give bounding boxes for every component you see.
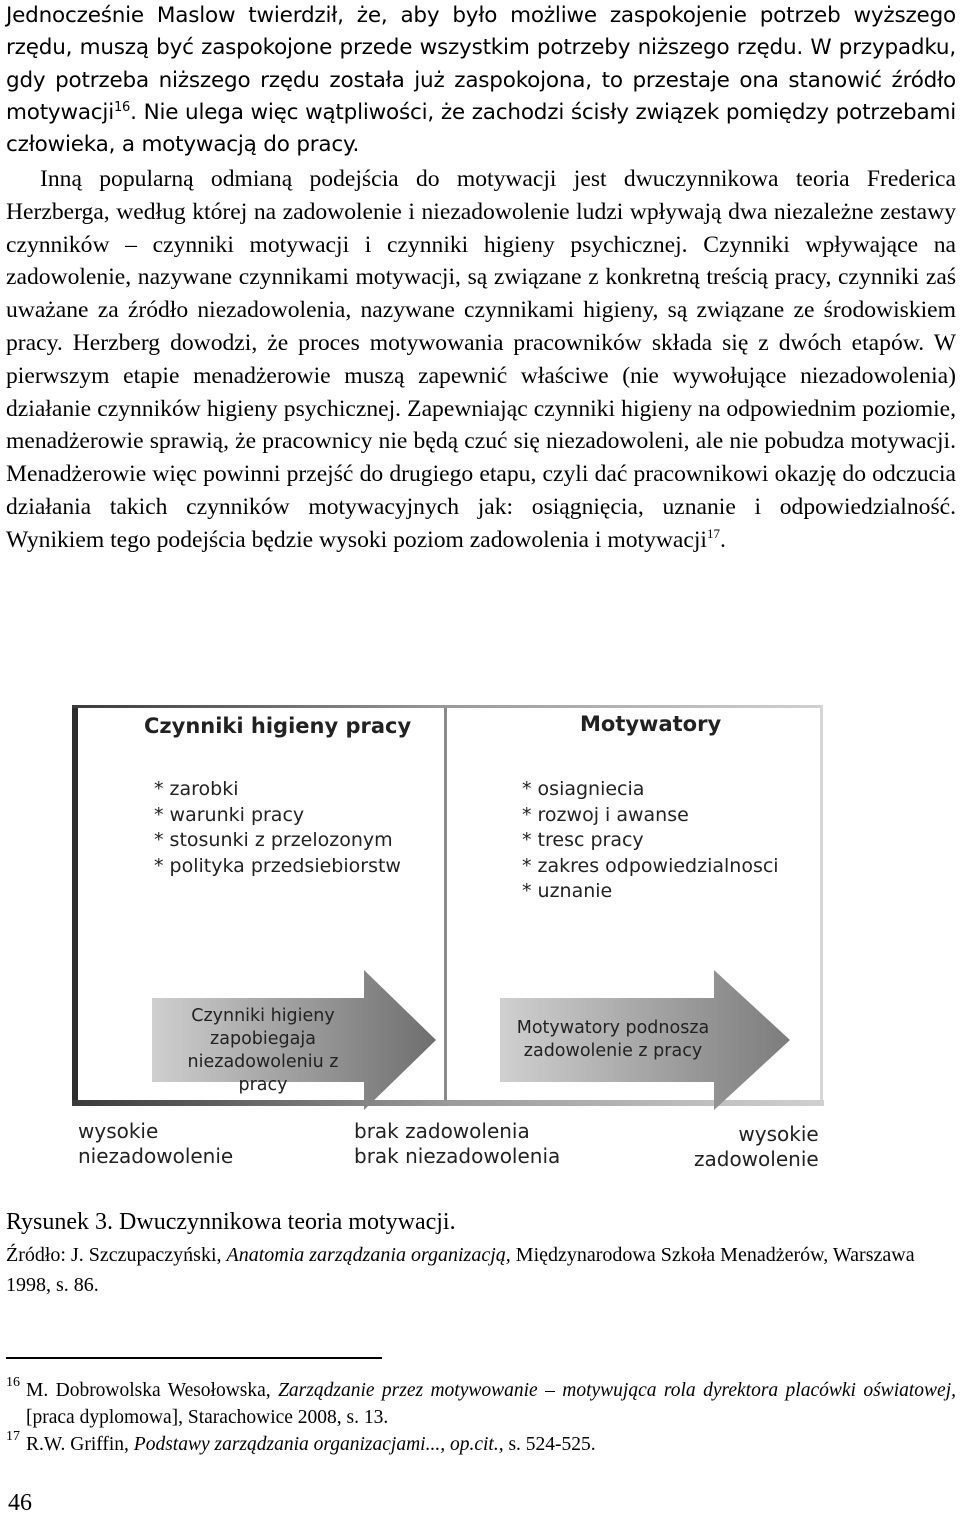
axis-label-left bbox=[78, 1119, 233, 1169]
axis-label-line: wysokie bbox=[738, 1122, 819, 1146]
paragraph-text: Inną popularną odmianą podejścia do motywacji jest dwuczynnikowa teoria Frederica Herzberga, według której na zadowolenie i niezadowolenie ludzi wpływają dwa niezależne zestawy czynników – czynniki motywacji i czynniki higieny psychicznej. Czynniki wpływające na zadowolenie, nazywane czynnikami motywacji, są związane z konkretną treścią pracy, czynniki zaś uważane za źródło niezadowolenia, nazywane czynnikami higieny, są związane ze środowiskiem pracy. Herzberg dowodzi, że proces motywowania pracowników składa się z dwóch etapów. W pierwszym etapie menadżerowie muszą zapewnić właściwe (nie wywołujące niezadowolenia) działanie czynników higieny psychicznej. Zapewniając czynniki higieny na odpowiednim poziomie, menadżerowie sprawią, że pracownicy nie będą czuć się niezadowoleni, ale nie pobudza motywacji. Menadżerowie więc powinni przejść do drugiego etapu, czyli dać pracownikowi okazję do odczucia działania takich czynników motywacyjnych jak: osiągnięcia, uznanie i odpowiedzialność. Wynikiem tego podejścia będzie wysoki poziom zadowolenia i motywacji bbox=[6, 166, 956, 553]
paragraph-text: . Nie ulega więc wątpliwości, że zachodzi ścisły związek pomiędzy potrzebami człowieka, a motywacją do pracy. bbox=[6, 99, 956, 158]
diagram-baseline bbox=[72, 1100, 824, 1106]
footnote-ref-16[interactable]: 16 bbox=[113, 99, 131, 115]
footnote-text: M. Dobrowolska Wesołowska, bbox=[26, 1380, 279, 1401]
axis-label-middle bbox=[354, 1119, 560, 1169]
footnote-17 bbox=[6, 1431, 956, 1458]
document-page bbox=[6, 0, 956, 1520]
source-text: Źródło: J. Szczupaczyński, bbox=[6, 1244, 227, 1266]
list-item: * stosunki z przelozonym bbox=[154, 829, 393, 851]
hygiene-list bbox=[154, 777, 401, 879]
diagram-frame-middle bbox=[444, 708, 447, 1103]
diagram-frame-right bbox=[820, 705, 823, 1103]
list-item: * warunki pracy bbox=[154, 803, 305, 826]
list-item: * zarobki bbox=[154, 778, 239, 800]
axis-label-line: wysokie bbox=[78, 1119, 159, 1143]
source-title: Anatomia zarządzania organizacją, bbox=[226, 1244, 511, 1266]
paragraph-text: Jednocześnie Maslow twierdził, że, aby było możliwe zaspokojenie potrzeb wyższego rzędu, muszą być zaspokojone przede wszystkim potrzeby niższego rzędu. W przypadku, gdy potrzeba niższego rzędu została już zaspokojona, to przestaje ona stanowić źródło motywacji bbox=[6, 3, 956, 125]
axis-label-right bbox=[694, 1122, 819, 1172]
arrow-motivators-label: Motywatory podnosza zadowolenie z pracy bbox=[516, 1018, 710, 1061]
list-item: * rozwoj i awanse bbox=[522, 803, 689, 826]
list-item: * tresc pracy bbox=[522, 829, 644, 851]
page-number: 46 bbox=[8, 1490, 32, 1516]
figure-caption: Rysunek 3. Dwuczynnikowa teoria motywacji. bbox=[6, 1209, 456, 1235]
diagram-frame-top bbox=[72, 705, 822, 708]
list-item: * uznanie bbox=[522, 880, 613, 902]
axis-label-line: brak niezadowolenia bbox=[354, 1144, 561, 1168]
hygiene-title: Czynniki higieny pracy bbox=[144, 714, 412, 738]
source-text: Międzynarodowa Szkoła Menadżerów, Warszawa 1998, s. 86. bbox=[6, 1244, 915, 1296]
diagram-frame-left bbox=[72, 705, 78, 1103]
axis-label-line: niezadowolenie bbox=[78, 1144, 234, 1168]
footnotes bbox=[6, 1377, 956, 1458]
axis-label-line: zadowolenie bbox=[694, 1147, 819, 1171]
footnote-title: Podstawy zarządzania organizacjami..., op.cit., bbox=[133, 1434, 504, 1455]
footnote-number: 17 bbox=[6, 1429, 20, 1444]
footnote-text: [praca dyplomowa], Starachowice 2008, s. 13. bbox=[26, 1407, 389, 1428]
footnote-text: R.W. Griffin, bbox=[26, 1434, 134, 1455]
herzberg-diagram bbox=[64, 700, 848, 1180]
diagram-graphics bbox=[64, 700, 848, 1180]
paragraph-maslow bbox=[6, 0, 956, 161]
footnote-ref-17[interactable]: 17 bbox=[706, 525, 720, 541]
list-item: * polityka przedsiebiorstw bbox=[154, 854, 401, 877]
paragraph-herzberg bbox=[6, 163, 956, 557]
motivators-list bbox=[522, 777, 779, 905]
list-item: * zakres odpowiedzialnosci bbox=[522, 854, 779, 877]
figure-source bbox=[6, 1240, 956, 1300]
footnote-16 bbox=[6, 1377, 956, 1431]
footnote-title: Zarządzanie przez motywowanie – motywująca rola dyrektora placówki oświatowej, bbox=[278, 1380, 956, 1401]
list-item: * osiagniecia bbox=[522, 778, 645, 800]
arrow-hygiene-label: Czynniki higieny zapobiegaja niezadowoleniu z pracy bbox=[187, 1006, 339, 1095]
motivators-title: Motywatory bbox=[580, 712, 722, 736]
axis-label-line: brak zadowolenia bbox=[354, 1119, 530, 1143]
paragraph-text: . bbox=[719, 526, 726, 553]
footnote-number: 16 bbox=[6, 1375, 20, 1390]
footnote-separator bbox=[6, 1357, 382, 1359]
footnote-text: s. 524-525. bbox=[503, 1434, 596, 1455]
